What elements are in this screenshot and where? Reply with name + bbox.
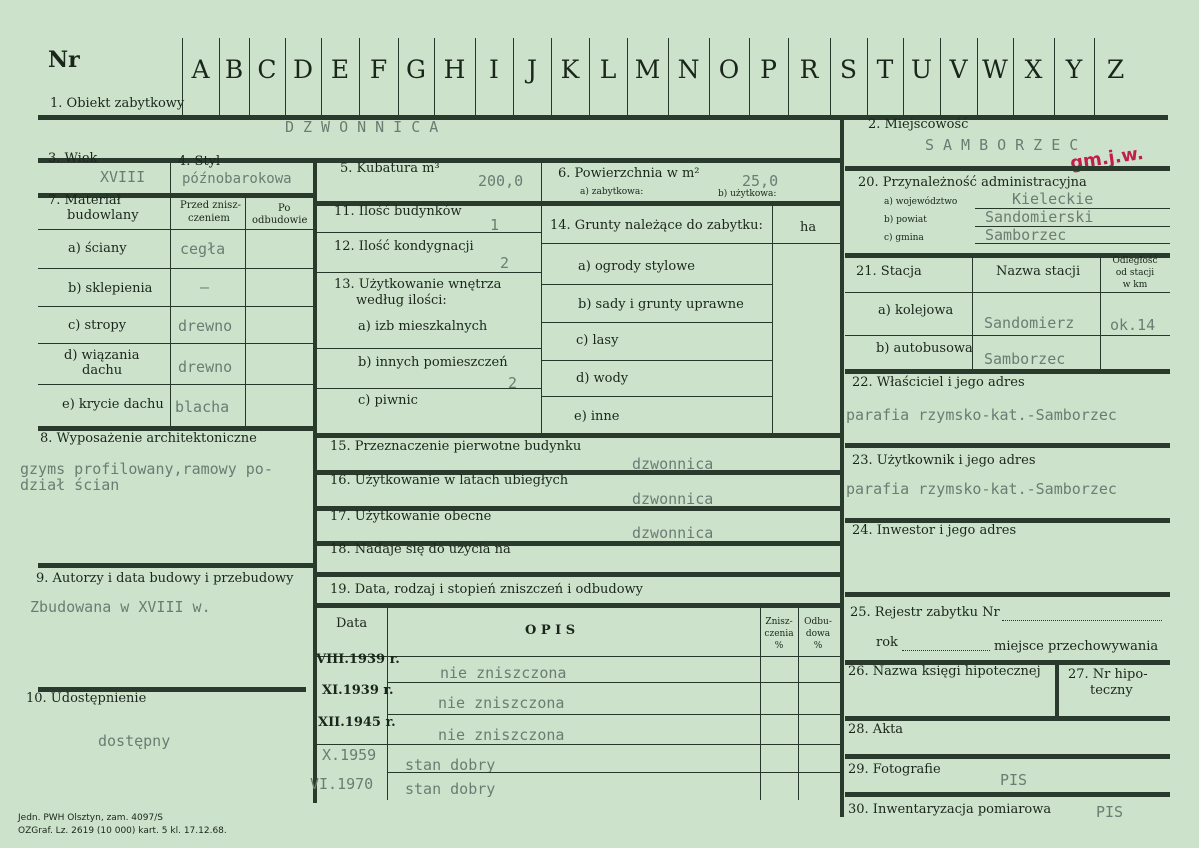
field-27-label-2: teczny <box>1090 683 1133 698</box>
field-8-value: gzyms profilowany,ramowy po- <box>20 460 273 478</box>
index-letter-l: L <box>589 38 627 118</box>
field-17-label: 17. Użytkowanie obecne <box>330 509 492 524</box>
field-23-label: 23. Użytkownik i jego adres <box>852 453 1036 468</box>
field-7-col-after-2: odbudowie <box>252 215 308 226</box>
f20-gm-label: c) gmina <box>884 233 924 243</box>
f7-vaults-value: – <box>200 278 210 296</box>
f21-rail-label: a) kolejowa <box>878 303 954 318</box>
field-14-row-d: d) wody <box>576 371 629 386</box>
field-20-label: 20. Przynależność administracyjna <box>858 175 1087 190</box>
f19-row-2-date: XI.1939 r. <box>322 683 394 698</box>
f7-ceilings-value: drewno <box>178 317 233 335</box>
index-letter-h: H <box>434 38 475 118</box>
nr-label: Nr <box>48 47 80 73</box>
f21-bus-label: b) autobusowa <box>876 341 973 356</box>
field-13-b: b) innych pomieszczeń <box>358 355 508 370</box>
field-29-label: 29. Fotografie <box>848 762 941 777</box>
field-30-value: PIS <box>1096 803 1124 821</box>
field-16-value: dzwonnica <box>632 490 714 508</box>
index-letter-b: B <box>219 38 249 118</box>
field-8-value-2: dział ścian <box>20 476 120 494</box>
field-22-value: parafia rzymsko-kat.-Samborzec <box>846 406 1117 424</box>
field-18-label: 18. Nadaje się do użycia na <box>330 542 511 557</box>
field-14-row-c: c) lasy <box>576 333 619 348</box>
field-4-label: 4. Styl <box>178 154 221 169</box>
field-7-col-before: Przed znisz- <box>180 200 241 211</box>
f21-col-name: Nazwa stacji <box>996 264 1081 279</box>
field-25-label: 25. Rejestr zabytku Nr <box>850 605 1000 620</box>
field-2-value: SAMBORZEC <box>925 136 1088 154</box>
index-letter-f: F <box>359 38 398 118</box>
field-12-label: 12. Ilość kondygnacji <box>334 239 474 254</box>
footer-line-1: Jedn. PWH Olsztyn, zam. 4097/S <box>18 813 163 823</box>
field-14-label: 14. Grunty należące do zabytku: <box>550 218 763 233</box>
f7-row-roof-truss: d) wiązania <box>64 348 140 363</box>
f20-woj-value: Kieleckie <box>1012 190 1094 208</box>
field-14-row-b: b) sady i grunty uprawne <box>578 297 744 312</box>
field-14-row-e: e) inne <box>574 409 620 424</box>
field-7-label-2: budowlany <box>67 208 139 223</box>
f7-roof-truss-value: drewno <box>178 358 233 376</box>
field-2-label: 2. Miejscowość <box>868 117 969 132</box>
field-13-label: 13. Użytkowanie wnętrza <box>334 277 502 292</box>
f19-col-rebuild: Odbu- <box>804 617 832 627</box>
index-letter-v: V <box>940 38 977 118</box>
f19-col-date: Data <box>336 616 368 631</box>
field-24-label: 24. Inwestor i jego adres <box>852 523 1017 538</box>
f21-col-dist: Odległość <box>1112 256 1158 266</box>
field-27-label: 27. Nr hipo- <box>1068 667 1148 682</box>
f19-col-rebuild-3: % <box>813 641 823 651</box>
index-letter-s: S <box>830 38 867 118</box>
field-5-label: 5. Kubatura m³ <box>340 161 440 176</box>
f19-row-1-desc: nie zniszczona <box>440 664 567 682</box>
field-14-row-a: a) ogrody stylowe <box>578 259 695 274</box>
f19-col-damage-2: czenia <box>764 629 794 639</box>
index-letter-j: J <box>513 38 551 118</box>
field-15-label: 15. Przeznaczenie pierwotne budynku <box>330 439 582 454</box>
f21-rail-value: Sandomierz <box>984 314 1075 332</box>
index-letter-p: P <box>749 38 788 118</box>
f20-pow-value: Sandomierski <box>985 208 1094 226</box>
field-13-label-2: według ilości: <box>356 293 447 308</box>
f7-walls-value: cegła <box>180 240 226 258</box>
index-letter-u: U <box>903 38 940 118</box>
index-letter-o: O <box>709 38 749 118</box>
index-letter-g: G <box>398 38 434 118</box>
index-letter-z: Z <box>1094 38 1137 118</box>
f19-row-4-date: X.1959 <box>322 746 377 764</box>
field-4-value: późnobarokowa <box>182 171 292 187</box>
f20-pow-label: b) powiat <box>884 215 927 225</box>
f7-row-walls: a) ściany <box>68 241 127 256</box>
field-6-label: 6. Powierzchnia w m² <box>558 166 700 181</box>
field-10-value: dostępny <box>98 732 171 750</box>
field-13-a: a) izb mieszkalnych <box>358 319 488 334</box>
index-letter-d: D <box>285 38 321 118</box>
f25-miejsce: miejsce przechowywania <box>994 639 1159 654</box>
field-8-label: 8. Wyposażenie architektoniczne <box>40 431 257 446</box>
index-letter-n: N <box>668 38 709 118</box>
f19-col-desc: O P I S <box>525 623 576 638</box>
f19-row-3-date: XII.1945 r. <box>318 715 396 730</box>
index-letter-w: W <box>977 38 1013 118</box>
field-12-value: 2 <box>500 254 510 272</box>
field-11-label: 11. Ilość budynków <box>334 204 462 219</box>
field-1-value: DZWONNICA <box>285 118 448 136</box>
field-19-label: 19. Data, rodzaj i stopień zniszczeń i odbudowy <box>330 582 644 597</box>
f7-row-roofing: e) krycie dachu <box>62 397 164 412</box>
f19-col-damage: Znisz- <box>765 617 793 627</box>
f20-woj-label: a) województwo <box>884 197 958 207</box>
field-9-label: 9. Autorzy i data budowy i przebudowy <box>36 571 294 586</box>
f19-row-3-desc: nie zniszczona <box>438 726 565 744</box>
field-30-label: 30. Inwentaryzacja pomiarowa <box>848 802 1052 817</box>
f19-row-5-date: VI.1970 <box>310 775 374 793</box>
field-6-value: 25,0 <box>742 172 779 190</box>
f19-col-rebuild-2: dowa <box>805 629 831 639</box>
field-23-value: parafia rzymsko-kat.-Samborzec <box>846 480 1117 498</box>
footer-line-2: OZGraf. Lz. 2619 (10 000) kart. 5 kl. 17.12.68. <box>18 826 227 836</box>
f21-rail-dist: ok.14 <box>1110 316 1156 334</box>
index-letter-a: A <box>182 38 219 118</box>
field-15-value: dzwonnica <box>632 455 714 473</box>
f21-col-dist-3: w km <box>1122 280 1148 290</box>
index-letter-x: X <box>1013 38 1054 118</box>
handwritten-note: gm.j.w. <box>1068 142 1145 175</box>
field-9-value: Zbudowana w XVIII w. <box>30 598 211 616</box>
field-6-sub-b: b) użytkowa: <box>718 189 777 199</box>
index-letter-t: T <box>867 38 903 118</box>
f19-row-4-desc: stan dobry <box>405 756 496 774</box>
f19-row-2-desc: nie zniszczona <box>438 694 565 712</box>
f7-row-vaults: b) sklepienia <box>68 281 153 296</box>
f25-rok: rok <box>876 635 898 650</box>
index-letter-y: Y <box>1054 38 1094 118</box>
field-29-value: PIS <box>1000 771 1028 789</box>
f7-roofing-value: blacha <box>175 398 230 416</box>
field-5-value: 200,0 <box>478 172 524 190</box>
index-letter-i: I <box>475 38 513 118</box>
field-13-c: c) piwnic <box>358 393 418 408</box>
f21-bus-value: Samborzec <box>984 350 1066 368</box>
field-10-label: 10. Udostępnienie <box>26 691 147 706</box>
field-3-label: 3. Wiek <box>48 151 98 166</box>
f19-row-1-date: VIII.1939 r. <box>316 652 400 667</box>
field-7-col-before-2: czeniem <box>188 213 230 224</box>
field-28-label: 28. Akta <box>848 722 904 737</box>
index-letter-e: E <box>321 38 359 118</box>
f20-gm-value: Samborzec <box>985 226 1067 244</box>
field-17-value: dzwonnica <box>632 524 714 542</box>
index-letter-r: R <box>788 38 830 118</box>
field-1-label: 1. Obiekt zabytkowy <box>50 96 185 111</box>
field-7-label: 7. Materiał <box>48 193 121 208</box>
f19-row-5-desc: stan dobry <box>405 780 496 798</box>
field-26-label: 26. Nazwa księgi hipotecznej <box>848 664 1041 679</box>
f7-row-roof-truss-2: dachu <box>82 363 123 378</box>
field-22-label: 22. Właściciel i jego adres <box>852 375 1025 390</box>
index-letter-k: K <box>551 38 589 118</box>
field-3-value: XVIII <box>100 168 146 186</box>
field-13-b-value: 2 <box>508 374 518 392</box>
f7-row-ceilings: c) stropy <box>68 318 127 333</box>
field-16-label: 16. Użytkowanie w latach ubiegłych <box>330 473 569 488</box>
field-11-value: 1 <box>490 216 500 234</box>
field-6-sub-a: a) zabytkowa: <box>580 187 644 197</box>
f21-col-dist-2: od stacji <box>1115 268 1155 278</box>
field-14-unit: ha <box>800 220 817 235</box>
field-7-col-after: Po <box>278 203 291 214</box>
field-21-label: 21. Stacja <box>856 264 922 279</box>
index-letter-m: M <box>627 38 668 118</box>
f19-col-damage-3: % <box>774 641 784 651</box>
index-letter-c: C <box>249 38 285 118</box>
